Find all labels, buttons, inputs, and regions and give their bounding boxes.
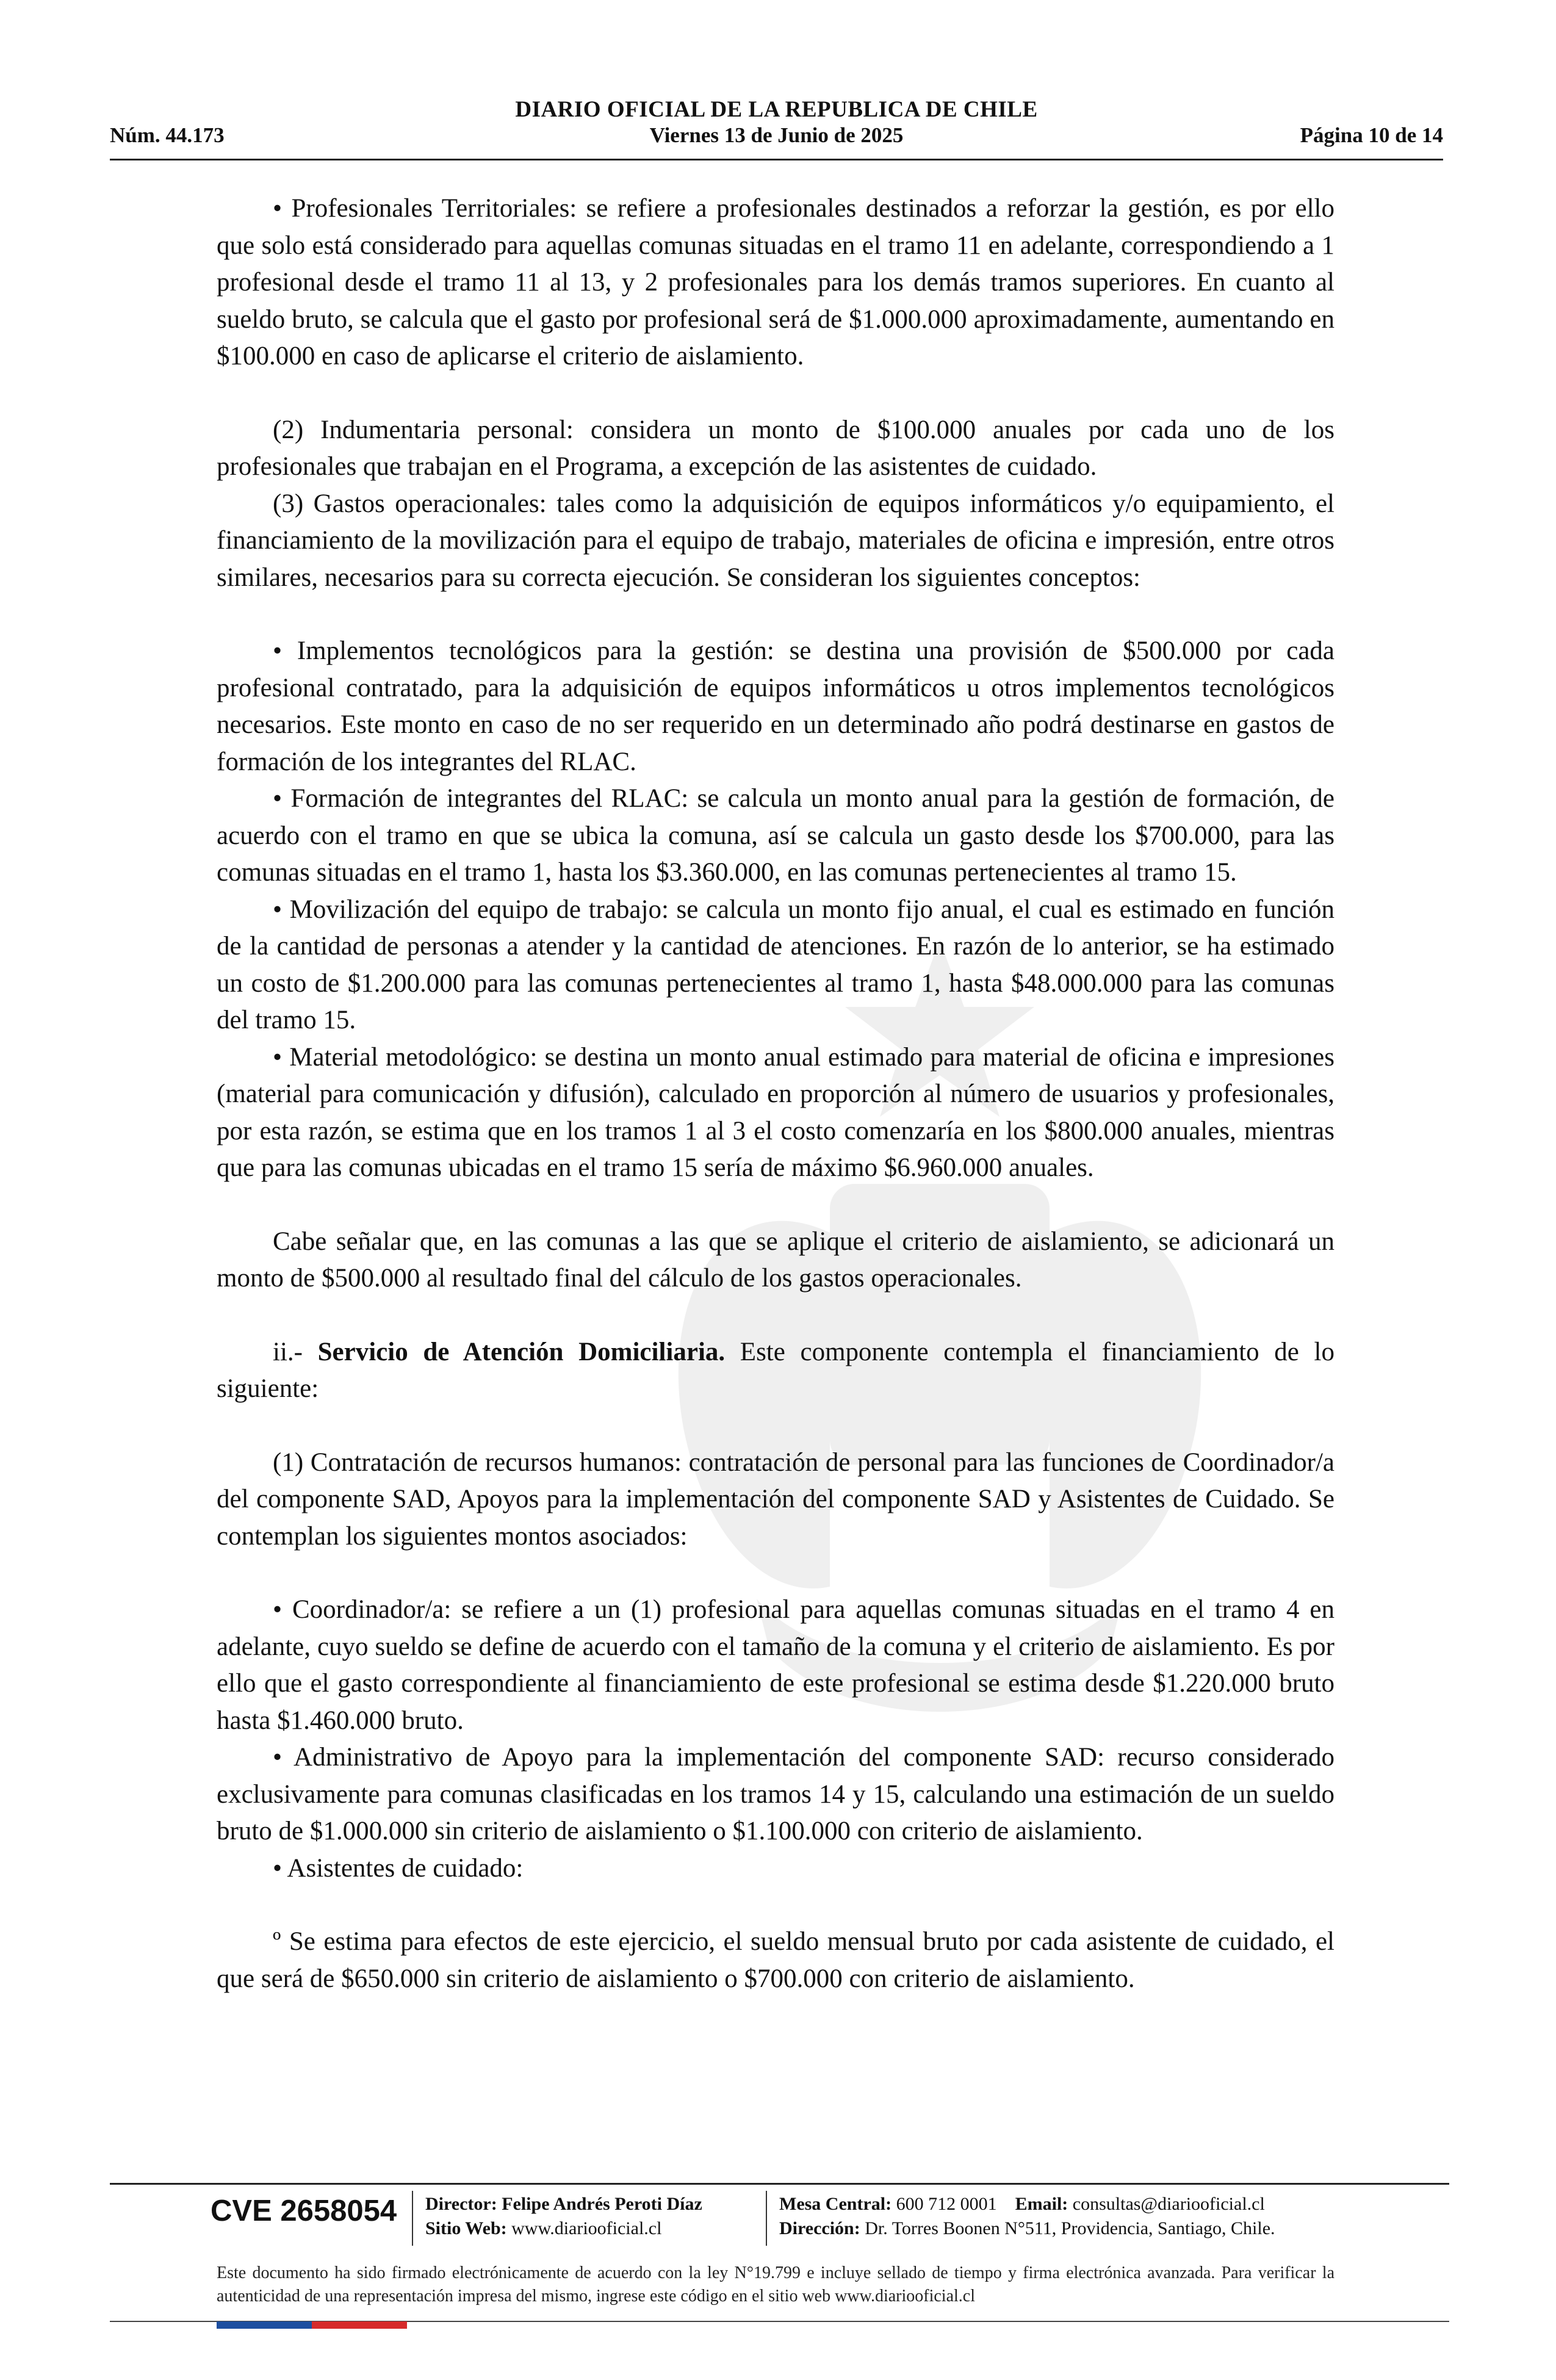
paragraph: • Asistentes de cuidado: xyxy=(273,1853,524,1883)
paragraph: • Administrativo de Apoyo para la implementación del componente SAD: recurso considerado exclusivamente para comunas clasificadas en los tramos 14 y 15, calculando una estimación de un sueldo bruto de $1.000.000 sin criterio de aislamiento o $1.100.000 con criterio de aislamiento. xyxy=(217,1743,1334,1845)
page-number: Página 10 de 14 xyxy=(1300,123,1443,147)
email-link[interactable]: consultas@diariooficial.cl xyxy=(1072,2194,1265,2214)
paragraph: º Se estima para efectos de este ejercicio, el sueldo mensual bruto por cada asistente de cuidado, el que será de $650.000 sin criterio de aislamiento o $700.000 con criterio de aislamiento. xyxy=(217,1927,1334,1993)
website-label: Sitio Web: xyxy=(425,2218,507,2238)
paragraph: Cabe señalar que, en las comunas a las que se aplique el criterio de aislamiento, se adicionará un monto de $500.000 al resultado final del cálculo de los gastos operacionales. xyxy=(217,1227,1334,1293)
cve-code: CVE 2658054 xyxy=(211,2194,397,2227)
issue-number: Núm. 44.173 xyxy=(110,123,225,147)
paragraph: • Formación de integrantes del RLAC: se calcula un monto anual para la gestión de formación, de acuerdo con el tramo en que se ubica la comuna, así se calcula un gasto desde los $700.000, para las comunas situadas en el tramo 1, hasta los $3.360.000, en las comunas pertenecientes al tramo 15. xyxy=(217,784,1334,887)
phone-number: 600 712 0001 xyxy=(896,2194,997,2214)
section-number: ii.- xyxy=(273,1337,318,1366)
paragraph: • Profesionales Territoriales: se refiere a profesionales destinados a reforzar la gestión, es por ello que solo está considerado para aquellas comunas situadas en el tramo 11 en adelante, correspondiendo a 1 profesional desde el tramo 11 al 13, y 2 profesionales para los demás tramos superiores. En cuanto al sueldo bruto, se calcula que el gasto por profesional será de $1.000.000 aproximadamente, aumentando en $100.000 en caso de aplicarse el criterio de aislamiento. xyxy=(217,194,1334,370)
document-body xyxy=(217,190,1334,1997)
paragraph: (3) Gastos operacionales: tales como la adquisición de equipos informáticos y/o equipamiento, el financiamiento de la movilización para el equipo de trabajo, materiales de oficina e impresión, entre otros similares, necesarios para su correcta ejecución. Se consideran los siguientes conceptos: xyxy=(217,489,1334,592)
director-label: Director: xyxy=(425,2194,497,2214)
footer-contact-block xyxy=(779,2192,1275,2241)
newspaper-title: DIARIO OFICIAL DE LA REPUBLICA DE CHILE xyxy=(515,97,1038,122)
paragraph: • Movilización del equipo de trabajo: se calcula un monto fijo anual, el cual es estimado en función de la cantidad de personas a atender y la cantidad de atenciones. En razón de lo anterior, se ha estimado un costo de $1.200.000 para las comunas pertenecientes al tramo 1, hasta $48.000.000 para las comunas del tramo 15. xyxy=(217,895,1334,1034)
paragraph: (1) Contratación de recursos humanos: contratación de personal para las funciones de Coordinador/a del componente SAD, Apoyos para la implementación del componente SAD y Asistentes de Cuidado. Se contemplan los siguientes montos asociados: xyxy=(217,1448,1334,1551)
flag-red-segment xyxy=(312,2321,407,2329)
address-label: Dirección: xyxy=(779,2218,860,2238)
footer-divider xyxy=(110,2183,1449,2185)
footer-director-block xyxy=(425,2192,702,2241)
phone-label: Mesa Central: xyxy=(779,2194,892,2214)
website-link[interactable]: www.diariooficial.cl xyxy=(511,2218,662,2238)
address-value: Dr. Torres Boonen N°511, Providencia, Santiago, Chile. xyxy=(865,2218,1275,2238)
email-label: Email: xyxy=(1015,2194,1068,2214)
section-heading-paragraph xyxy=(217,1334,1334,1408)
legal-notice: Este documento ha sido firmado electrónicamente de acuerdo con la ley N°19.799 e incluye sellado de tiempo y firma electrónica avanzada. Para verificar la autenticidad de una representación impresa del mismo, ingrese este código en el sitio web www.diariooficial.cl xyxy=(217,2263,1334,2306)
footer-separator xyxy=(766,2191,767,2246)
issue-date: Viernes 13 de Junio de 2025 xyxy=(649,123,904,147)
section-text: Este componente contempla el financiamiento de lo siguiente: xyxy=(217,1337,1334,1403)
footer-separator xyxy=(412,2191,413,2246)
paragraph: (2) Indumentaria personal: considera un monto de $100.000 anuales por cada uno de los profesionales que trabajan en el Programa, a excepción de las asistentes de cuidado. xyxy=(217,415,1334,481)
director-name: Felipe Andrés Peroti Díaz xyxy=(502,2194,702,2214)
page-header xyxy=(110,92,1443,160)
flag-blue-segment xyxy=(217,2321,312,2329)
section-title: Servicio de Atención Domiciliaria. xyxy=(317,1337,726,1366)
paragraph: • Coordinador/a: se refiere a un (1) profesional para aquellas comunas situadas en el tramo 4 en adelante, cuyo sueldo se define de acuerdo con el tamaño de la comuna y el criterio de aislamiento. Es por ello que el gasto correspondiente al financiamiento de este profesional se estima desde $1.220.000 bruto hasta $1.460.000 bruto. xyxy=(217,1595,1334,1735)
flag-color-bar xyxy=(217,2321,407,2329)
paragraph: • Implementos tecnológicos para la gestión: se destina una provisión de $500.000 por cada profesional contratado, para la adquisición de equipos informáticos u otros implementos tecnológicos necesarios. Este monto en caso de no ser requerido en un determinado año podrá destinarse en gastos de formación de los integrantes del RLAC. xyxy=(217,636,1334,776)
paragraph: • Material metodológico: se destina un monto anual estimado para material de oficina e impresiones (material para comunicación y difusión), calculado en proporción al número de usuarios y profesionales, por esta razón, se estima que en los tramos 1 al 3 el costo comenzaría en los $800.000 anuales, mientras que para las comunas ubicadas en el tramo 15 sería de máximo $6.960.000 anuales. xyxy=(217,1042,1334,1182)
